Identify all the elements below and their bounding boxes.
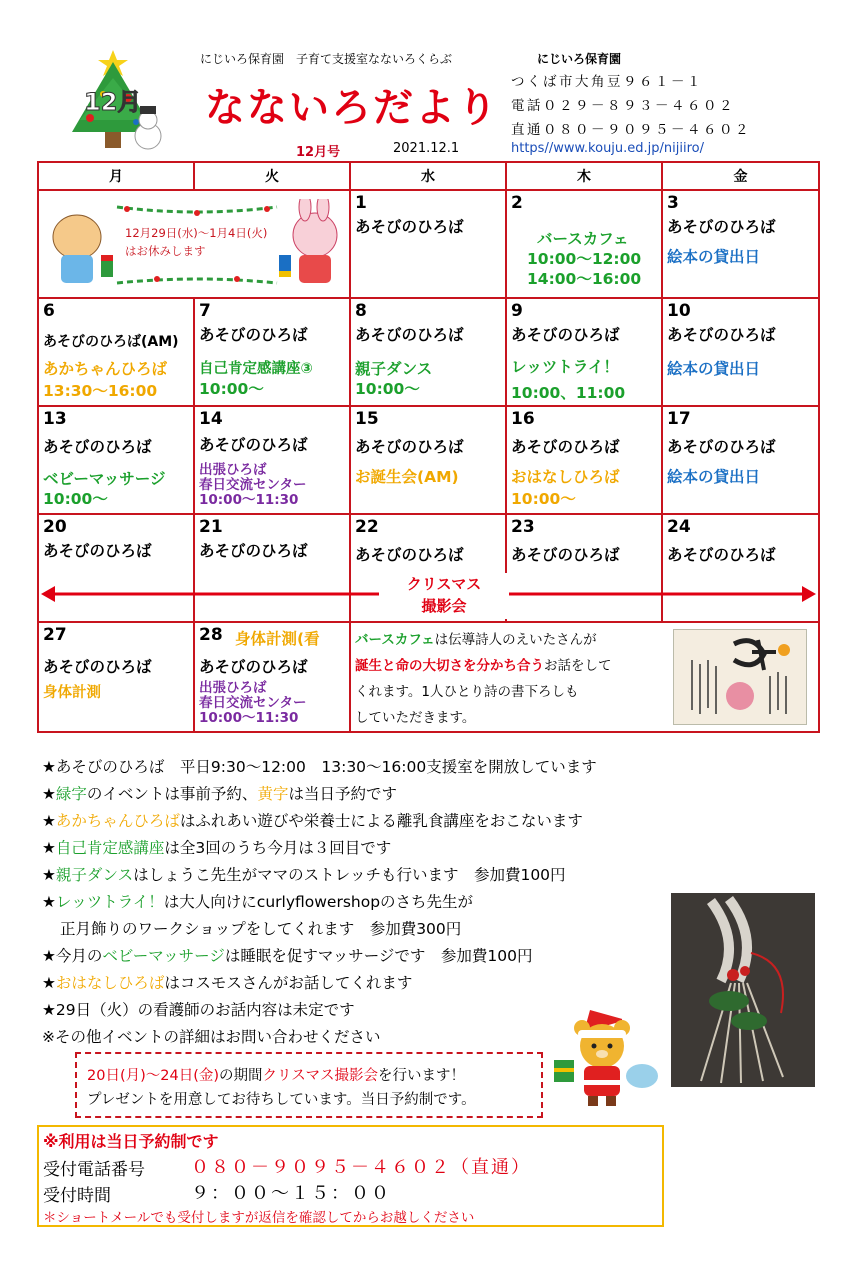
day-number: 28 [199, 625, 223, 645]
event-label: あそびのひろば [355, 326, 464, 344]
day-number: 13 [43, 409, 67, 429]
day-cell-16 [507, 407, 663, 515]
note-line: ★あかちゃんひろばはふれあい遊びや栄養士による離乳食講座をおこないます [42, 812, 583, 830]
event-location: 春日交流センター [199, 477, 307, 493]
event-time: 10:00～11:30 [199, 492, 299, 508]
page-title: なないろだより [205, 85, 499, 131]
day-number: 1 [355, 193, 367, 213]
birth-cafe-line3: くれます。1人ひとり詩の書下ろしも [355, 684, 579, 700]
day-number: 9 [511, 301, 523, 321]
birth-cafe-text [355, 627, 655, 731]
day-cell-14 [195, 407, 351, 515]
event-label: あそびのひろば [667, 546, 776, 564]
issue-label: 12月号 [296, 145, 341, 160]
event-label: あそびのひろば [511, 546, 620, 564]
day-number: 7 [199, 301, 211, 321]
xmas-banner [379, 573, 509, 619]
day-header-thu: 木 [507, 163, 663, 191]
address: つくば市大角豆９６１－１ [511, 74, 703, 90]
day-number: 23 [511, 517, 535, 537]
new-year-decoration-photo [671, 893, 815, 1087]
event-label: 絵本の貸出日 [667, 468, 761, 486]
tree-badge: 12月 [84, 88, 142, 116]
day-number: 17 [667, 409, 691, 429]
event-time: 10:00～ [511, 490, 576, 508]
event-time: 10:00～11:30 [199, 710, 299, 726]
event-label: レッツトライ！ [511, 358, 619, 376]
direct-phone: 直通０８０－９０９５－４６０２ [511, 122, 751, 138]
day-number: 20 [43, 517, 67, 537]
event-label: あかちゃんひろば [43, 360, 168, 378]
day-cell-27 [39, 623, 195, 731]
note-line: ★29日（火）の看護師のお話内容は未定です [42, 1001, 355, 1019]
event-label: 絵本の貸出日 [667, 248, 761, 266]
note-line: ★おはなしひろばはコスモスさんがお話してくれます [42, 974, 413, 992]
reservation-box [37, 1125, 664, 1227]
santa-bear-illustration [550, 1002, 660, 1110]
day-number: 10 [667, 301, 691, 321]
birth-cafe-line2: お話をして [544, 658, 612, 674]
issue-date: 2021.12.1 [393, 141, 460, 156]
event-time: 10:00、11:00 [511, 384, 626, 402]
event-time: 10:00～12:00 [527, 250, 642, 268]
birth-cafe-label: バースカフェ [355, 632, 435, 648]
xmas-photo-notice [75, 1052, 543, 1118]
event-time: 10:00～ [199, 380, 264, 398]
event-label: 身体計測(看 [235, 630, 320, 648]
event-label: 自己肯定感講座③ [199, 361, 313, 377]
day-cell-28 [195, 623, 351, 731]
day-number: 3 [667, 193, 679, 213]
event-location: 春日交流センター [199, 695, 307, 711]
day-header-tue: 火 [195, 163, 351, 191]
day-number: 15 [355, 409, 379, 429]
event-label: バースカフェ [537, 230, 629, 248]
birth-cafe-info [351, 623, 818, 731]
reservation-title: ※利用は当日予約制です [43, 1132, 219, 1151]
holiday-notice-cell [39, 191, 351, 299]
event-label: ベビーマッサージ [43, 470, 166, 488]
day-number: 16 [511, 409, 535, 429]
event-label: あそびのひろば [355, 546, 464, 564]
event-label: あそびのひろば(AM) [43, 334, 179, 350]
reservation-phone: ０８０－９０９５－４６０２（直通） [191, 1157, 531, 1178]
website-link[interactable]: https//www.kouju.ed.jp/nijiiro/ [511, 141, 705, 156]
holiday-text: はお休みします [125, 244, 206, 258]
org-line: にじいろ保育園 子育て支援室なないろくらぶ [200, 52, 453, 66]
day-cell-1 [351, 191, 507, 299]
note-line: ★緑字のイベントは事前予約、黄字は当日予約です [42, 785, 397, 803]
xmas-notice-line1: 20日(月)～24日(金)の期間クリスマス撮影会を行います！ [87, 1068, 465, 1084]
day-cell-3 [663, 191, 818, 299]
note-line: ★自己肯定感講座は全3回のうち今月は３回目です [42, 839, 392, 857]
day-number: 24 [667, 517, 691, 537]
holiday-dates: 12月29日(水)～1月4日(火) [125, 226, 268, 240]
reservation-phone-label: 受付電話番号 [43, 1160, 145, 1180]
event-label: お誕生会(AM) [355, 468, 459, 486]
day-cell-15 [351, 407, 507, 515]
reservation-time-label: 受付時間 [43, 1186, 111, 1206]
phone: 電話０２９－８９３－４６０２ [511, 98, 735, 114]
day-cell-10 [663, 299, 818, 407]
day-number: 6 [43, 301, 55, 321]
day-number: 27 [43, 625, 67, 645]
event-label: 身体計測 [43, 685, 101, 701]
note-line: ★あそびのひろば 平日9:30～12:00 13:30～16:00支援室を開放しています [42, 758, 597, 776]
event-label: あそびのひろば [355, 218, 464, 236]
event-time: 10:00～ [355, 380, 420, 398]
event-label: あそびのひろば [199, 542, 308, 560]
event-label: あそびのひろば [511, 438, 620, 456]
note-line: ★親子ダンスはしょうこ先生がママのストレッチも行います 参加費100円 [42, 866, 566, 884]
day-number: 21 [199, 517, 223, 537]
day-cell-13 [39, 407, 195, 515]
event-time: 14:00～16:00 [527, 270, 642, 288]
day-number: 2 [511, 193, 523, 213]
birth-cafe-emphasis: 誕生と命の大切さを分かち合う [355, 658, 544, 674]
birth-cafe-line4: していただきます。 [355, 710, 476, 726]
event-label: あそびのひろば [199, 658, 308, 676]
day-header-wed: 水 [351, 163, 507, 191]
event-label: あそびのひろば [43, 658, 152, 676]
day-number: 22 [355, 517, 379, 537]
event-label: あそびのひろば [199, 326, 308, 344]
day-number: 8 [355, 301, 367, 321]
event-label: あそびのひろば [43, 542, 152, 560]
xmas-banner-line1: クリスマス [406, 575, 482, 593]
event-label: 絵本の貸出日 [667, 360, 761, 378]
day-header-fri: 金 [663, 163, 818, 191]
calendar [37, 161, 820, 733]
nursery-name: にじいろ保育園 [537, 52, 622, 66]
event-label: 出張ひろば [199, 680, 267, 696]
xmas-notice-line2: プレゼントを用意してお待ちしています。当日予約制です。 [87, 1092, 476, 1108]
note-line: ★今月のベビーマッサージは睡眠を促すマッサージです 参加費100円 [42, 947, 533, 965]
reservation-time: ９：００～１５：００ [191, 1183, 391, 1204]
day-header-mon: 月 [39, 163, 195, 191]
event-label: おはなしひろば [511, 468, 620, 486]
event-time: 10:00～ [43, 490, 108, 508]
note-line: ※その他イベントの詳細はお問い合わせください [42, 1028, 381, 1046]
note-line: 正月飾りのワークショップをしてくれます 参加費300円 [60, 920, 462, 938]
calligraphy-photo [673, 629, 807, 725]
event-label: あそびのひろば [667, 218, 776, 236]
event-time: 13:30～16:00 [43, 382, 158, 400]
event-label: あそびのひろば [511, 326, 620, 344]
event-label: あそびのひろば [667, 326, 776, 344]
day-cell-6 [39, 299, 195, 407]
event-label: あそびのひろば [199, 436, 308, 454]
event-label: あそびのひろば [43, 438, 152, 456]
day-cell-7 [195, 299, 351, 407]
day-cell-8 [351, 299, 507, 407]
day-number: 14 [199, 409, 223, 429]
event-label: あそびのひろば [355, 438, 464, 456]
note-line: ★レッツトライ！は大人向けにcurlyflowershopのさち先生が [42, 893, 474, 911]
day-cell-9 [507, 299, 663, 407]
xmas-banner-line2: 撮影会 [421, 597, 467, 615]
birth-cafe-line1: は伝導詩人のえいたさんが [434, 632, 597, 648]
day-cell-17 [663, 407, 818, 515]
event-label: 出張ひろば [199, 462, 267, 478]
event-label: あそびのひろば [667, 438, 776, 456]
reservation-note: ＊ショートメールでも受付しますが返信を確認してからお越しください [43, 1210, 475, 1226]
event-label: 親子ダンス [355, 360, 433, 378]
day-cell-2 [507, 191, 663, 299]
